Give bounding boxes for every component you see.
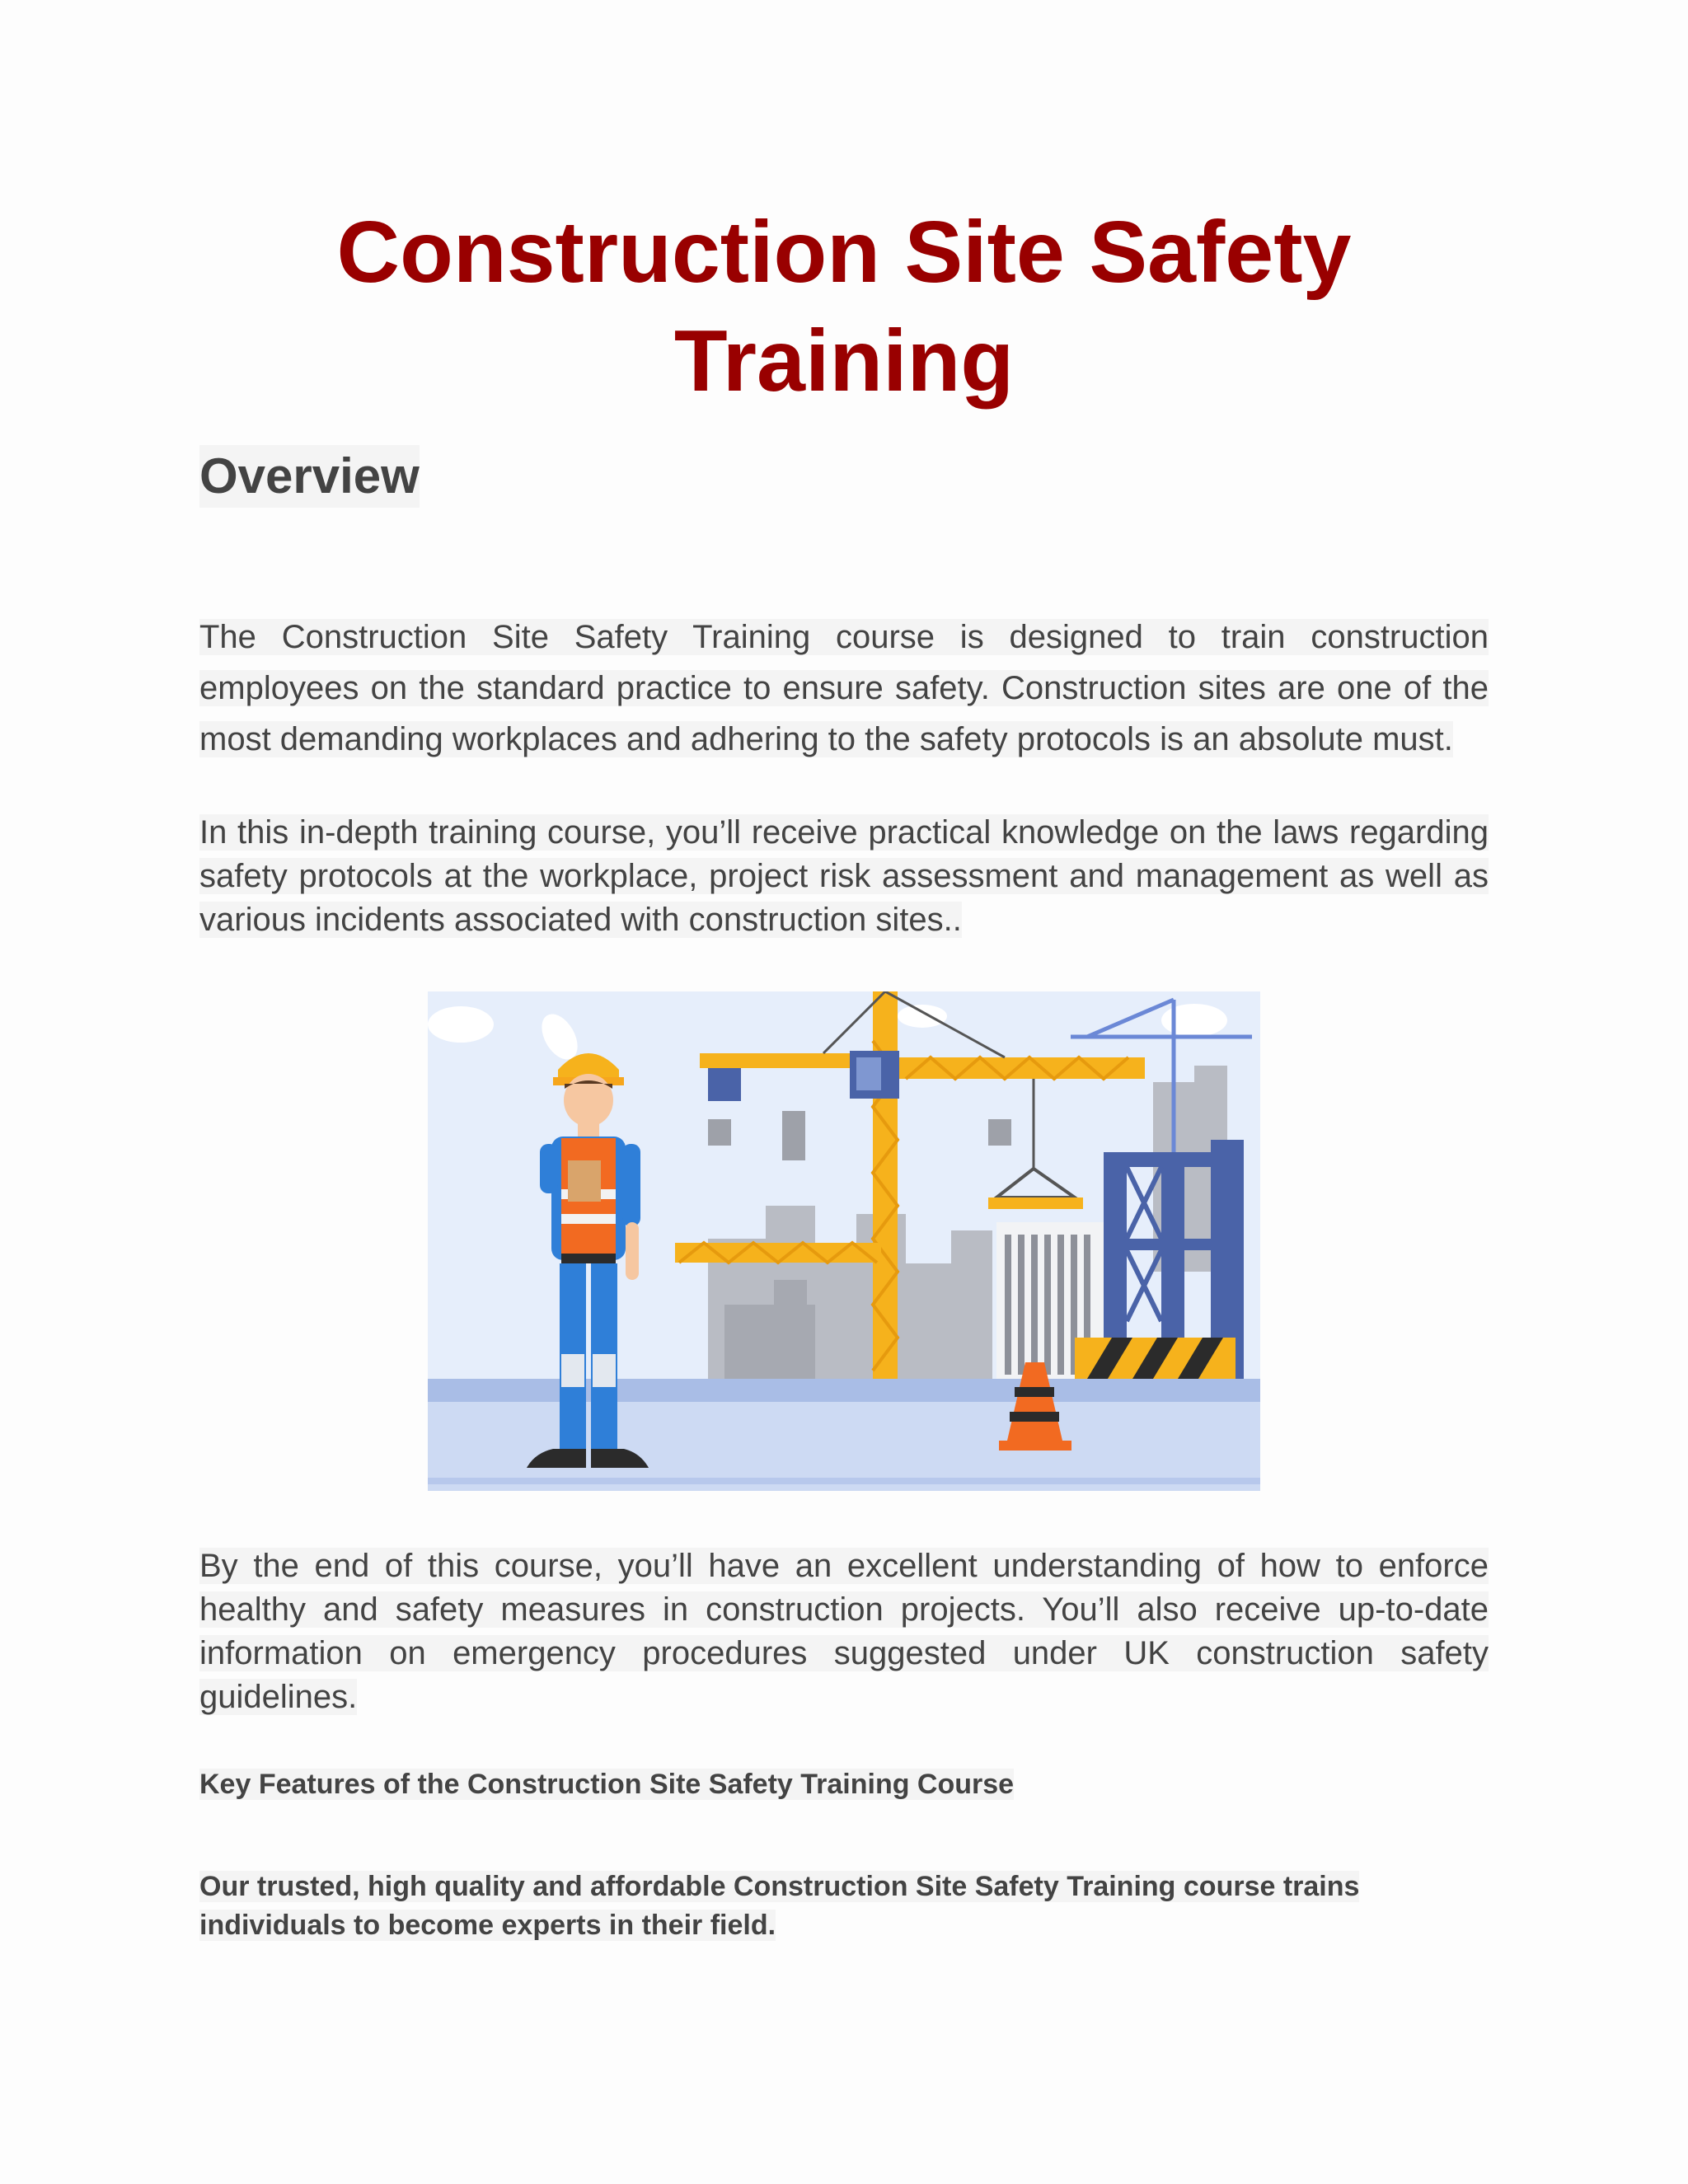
construction-site-illustration [428,991,1260,1491]
key-features-heading-text: Key Features of the Construction Site Safety Training Course [199,1769,1015,1800]
ground [428,1402,1260,1491]
paragraph-outcome-text: By the end of this course, you’ll have an excellent understanding of how to enforce healthy and safety measures in construction projects. You’ll also receive up-to-date information on emergency procedures suggested under UK construction safety guidelines. [199,1548,1489,1715]
document-title: Construction Site Safety Training [336,204,1352,410]
closing-statement [199,1868,1489,1945]
paragraph-intro-text: The Construction Site Safety Training course is designed to train construction employees on the standard practice to ensure safety. Construction sites are one of the most demanding workplaces and adhering to the safety protocols is an absolute must. [199,619,1489,757]
ground-strip [428,1379,1260,1402]
paragraph-intro [199,612,1489,765]
paragraph-details [199,811,1489,942]
paragraph-outcome [199,1544,1489,1719]
key-features-heading [199,1765,1489,1804]
paragraph-details-text: In this in-depth training course, you’ll receive practical knowledge on the laws regarding safety protocols at the workplace, project risk assessment and management as well as various incidents associated with construction sites.. [199,814,1489,938]
closing-statement-text: Our trusted, high quality and affordable Construction Site Safety Training course trains individuals to become experts in their field. [199,1871,1360,1941]
overview-heading: Overview [199,445,420,508]
